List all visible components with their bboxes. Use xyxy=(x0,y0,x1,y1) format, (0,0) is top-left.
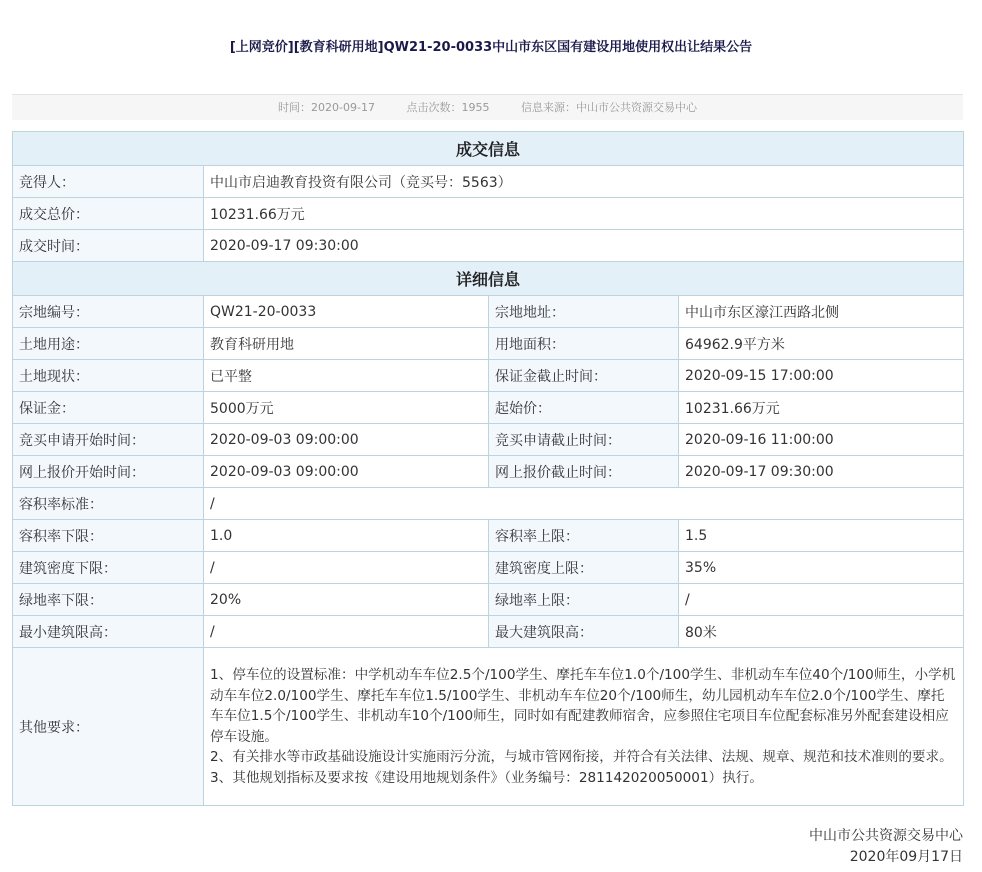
winner-value: 中山市启迪教育投资有限公司（竞买号：5563） xyxy=(204,166,964,198)
detail-header-row xyxy=(13,262,964,296)
row-value: 2020-09-03 09:00:00 xyxy=(204,456,489,488)
table-row xyxy=(13,552,964,584)
row-label: 建筑密度下限： xyxy=(13,552,204,584)
section-header-deal: 成交信息 xyxy=(13,132,964,166)
row-value: 10231.66万元 xyxy=(679,392,964,424)
row-label: 竞得人： xyxy=(13,166,204,198)
footer-signature xyxy=(809,826,963,868)
total-price-value: 10231.66万元 xyxy=(204,198,964,230)
row-label: 宗地地址： xyxy=(489,296,679,328)
row-label: 保证金： xyxy=(13,392,204,424)
table-row xyxy=(13,584,964,616)
table-row xyxy=(13,648,964,806)
row-value: / xyxy=(204,616,489,648)
requirement-paragraph: 3、其他规划指标及要求按《建设用地规划条件》（业务编号：281142020050001）执行。 xyxy=(210,769,763,786)
table-row xyxy=(13,616,964,648)
footer-date: 2020年09月17日 xyxy=(849,849,963,865)
table-row xyxy=(13,488,964,520)
table-row xyxy=(13,520,964,552)
table-row xyxy=(13,360,964,392)
other-requirements-value xyxy=(204,648,964,806)
table-row xyxy=(13,424,964,456)
row-value: 2020-09-16 11:00:00 xyxy=(679,424,964,456)
meta-bar xyxy=(12,94,963,120)
click-count: 点击次数：1955 xyxy=(406,101,490,114)
row-value: / xyxy=(204,552,489,584)
row-label: 成交总价： xyxy=(13,198,204,230)
deal-header-row xyxy=(13,132,964,166)
row-value: 80米 xyxy=(679,616,964,648)
row-value: 35% xyxy=(679,552,964,584)
row-value: 20% xyxy=(204,584,489,616)
row-label: 土地用途： xyxy=(13,328,204,360)
row-label: 建筑密度上限： xyxy=(489,552,679,584)
row-label: 绿地率上限： xyxy=(489,584,679,616)
table-row xyxy=(13,328,964,360)
row-value: / xyxy=(679,584,964,616)
row-value: 1.0 xyxy=(204,520,489,552)
row-label: 起始价： xyxy=(489,392,679,424)
row-label: 最小建筑限高： xyxy=(13,616,204,648)
row-value: 已平整 xyxy=(204,360,489,392)
row-label: 网上报价开始时间： xyxy=(13,456,204,488)
table-row xyxy=(13,198,964,230)
section-header-detail: 详细信息 xyxy=(13,262,964,296)
row-value: QW21-20-0033 xyxy=(204,296,489,328)
row-label: 网上报价截止时间： xyxy=(489,456,679,488)
row-label: 竞买申请截止时间： xyxy=(489,424,679,456)
row-label: 绿地率下限： xyxy=(13,584,204,616)
table-row xyxy=(13,166,964,198)
row-value: 5000万元 xyxy=(204,392,489,424)
row-label: 最大建筑限高： xyxy=(489,616,679,648)
info-source: 信息来源：中山市公共资源交易中心 xyxy=(520,101,697,114)
row-value: 2020-09-03 09:00:00 xyxy=(204,424,489,456)
row-label: 成交时间： xyxy=(13,230,204,262)
row-label: 其他要求： xyxy=(13,648,204,806)
row-label: 土地现状： xyxy=(13,360,204,392)
row-value: 中山市东区濠江西路北侧 xyxy=(679,296,964,328)
footer-org: 中山市公共资源交易中心 xyxy=(809,828,963,844)
publish-time: 时间：2020-09-17 xyxy=(278,101,375,114)
table-row xyxy=(13,392,964,424)
row-value: 64962.9平方米 xyxy=(679,328,964,360)
row-label: 保证金截止时间： xyxy=(489,360,679,392)
table-row xyxy=(13,230,964,262)
deal-time-value: 2020-09-17 09:30:00 xyxy=(204,230,964,262)
row-value: 2020-09-17 09:30:00 xyxy=(679,456,964,488)
requirement-paragraph: 2、有关排水等市政基础设施设计实施雨污分流，与城市管网衔接，并符合有关法律、法规、规章、规范和技术准则的要求。 xyxy=(210,749,953,765)
row-label: 竞买申请开始时间： xyxy=(13,424,204,456)
row-value: 1.5 xyxy=(679,520,964,552)
table-row xyxy=(13,296,964,328)
row-label: 容积率下限： xyxy=(13,520,204,552)
page-title: [上网竞价][教育科研用地]QW21-20-0033中山市东区国有建设用地使用权出让结果公告 xyxy=(229,40,753,55)
far-standard-value: / xyxy=(204,488,964,520)
row-value: 2020-09-15 17:00:00 xyxy=(679,360,964,392)
row-label: 宗地编号： xyxy=(13,296,204,328)
row-label: 容积率上限： xyxy=(489,520,679,552)
requirement-paragraph: 1、停车位的设置标准：中学机动车车位2.5个/100学生、摩托车车位1.0个/100学生、非机动车车位40个/100师生，小学机动车车位2.0/100学生、摩托车车位1.5/100学生、非机动车车位20个/100师生，幼儿园机动车车位2.0个/100学生、摩托车车位1.5个/100学生、非机动车10个/100师生，同时如有配建教师宿舍，应参照住宅项目车位配套标准另外配套建设相应停车设施。 xyxy=(210,667,956,745)
row-label: 用地面积： xyxy=(489,328,679,360)
table-row xyxy=(13,456,964,488)
result-table xyxy=(12,131,964,806)
row-value: 教育科研用地 xyxy=(204,328,489,360)
row-label: 容积率标准： xyxy=(13,488,204,520)
